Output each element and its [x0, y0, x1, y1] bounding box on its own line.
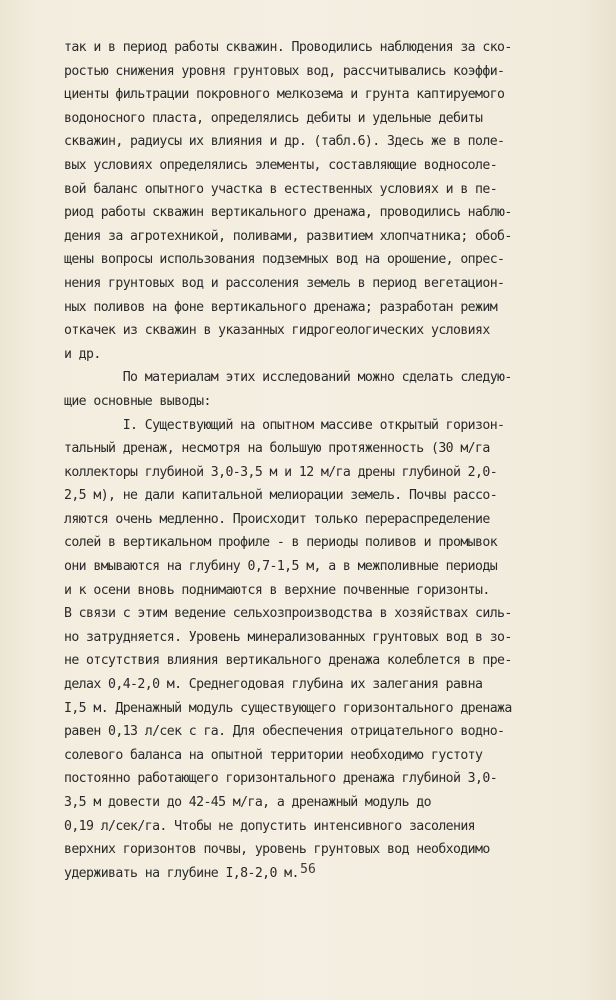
text-line: I,5 м. Дренажный модуль существующего горизонтального дренажа [64, 700, 512, 716]
text-line: делах 0,4-2,0 м. Среднегодовая глубина их залегания равна [64, 677, 483, 693]
text-line: циенты фильтрации покровного мелкозема и грунта каптируемого [64, 87, 505, 103]
text-line: вой баланс опытного участка в естественных условиях и в пе- [64, 181, 498, 197]
text-line: откачек из скважин в указанных гидрогеологических условиях [64, 323, 490, 339]
page-number: 56 [300, 862, 316, 877]
text-line: дения за агротехникой, поливами, развитием хлопчатника; обоб- [64, 228, 512, 244]
text-line: риод работы скважин вертикального дренажа, проводились наблю- [64, 205, 512, 221]
text-line: постоянно работающего горизонтального дренажа глубиной 3,0- [64, 771, 498, 787]
text-line: вых условиях определялись элементы, составляющие водносоле- [64, 157, 498, 173]
text-line: 2,5 м), не дали капитальной мелиорации земель. Почвы рассо- [64, 488, 498, 504]
text-line: ных поливов на фоне вертикального дренажа; разработан режим [64, 299, 498, 315]
text-line: коллекторы глубиной 3,0-3,5 м и 12 м/га дрены глубиной 2,0- [64, 464, 498, 480]
text-line: и др. [64, 346, 101, 362]
text-line: щие основные выводы: [64, 393, 211, 409]
text-line: солевого баланса на опытной территории необходимо густоту [64, 747, 483, 763]
text-line: но затрудняется. Уровень минерализованных грунтовых вод в зо- [64, 629, 512, 645]
text-line: 3,5 м довести до 42-45 м/га, а дренажный модуль до [64, 795, 431, 810]
text-line: ляются очень медленно. Происходит только перераспределение [64, 511, 490, 527]
text-line: водоносного пласта, определялись дебиты и удельные дебиты [64, 110, 483, 126]
text-line: они вмываются на глубину 0,7-1,5 м, а в межполивные периоды [64, 559, 498, 575]
text-line: и к осени вновь поднимаются в верхние почвенные горизонты. [64, 582, 490, 598]
text-line: верхних горизонтов почвы, уровень грунтовых вод необходимо [64, 842, 490, 858]
text-line: солей в вертикальном профиле - в периоды поливов и промывок [64, 535, 498, 551]
text-line: так и в период работы скважин. Проводились наблюдения за ско- [64, 40, 512, 55]
text-line: скважин, радиусы их влияния и др. (табл.6). Здесь же в поле- [64, 134, 505, 150]
text-line: удерживать на глубине I,8-2,0 м. [64, 865, 299, 881]
text-line: 0,19 л/сек/га. Чтобы не допустить интенсивного засоления [64, 818, 476, 834]
text-line: По материалам этих исследований можно сделать следую- [64, 370, 512, 386]
text-line: не отсутствия влияния вертикального дренажа колеблется в пре- [64, 653, 512, 669]
text-line: В связи с этим ведение сельхозпроизводства в хозяйствах силь- [64, 606, 512, 622]
text-line: нения грунтовых вод и рассоления земель в период вегетацион- [64, 275, 505, 291]
text-line: равен 0,13 л/сек с га. Для обеспечения отрицательного водно- [64, 724, 505, 740]
text-line: щены вопросы использования подземных вод на орошение, опрес- [64, 252, 505, 268]
text-line: тальный дренаж, несмотря на большую протяженность (30 м/га [64, 441, 490, 457]
text-line: I. Существующий на опытном массиве открытый горизон- [64, 417, 505, 433]
text-line: ростью снижения уровня грунтовых вод, рассчитывались коэффи- [64, 63, 505, 79]
body-text [64, 36, 584, 885]
